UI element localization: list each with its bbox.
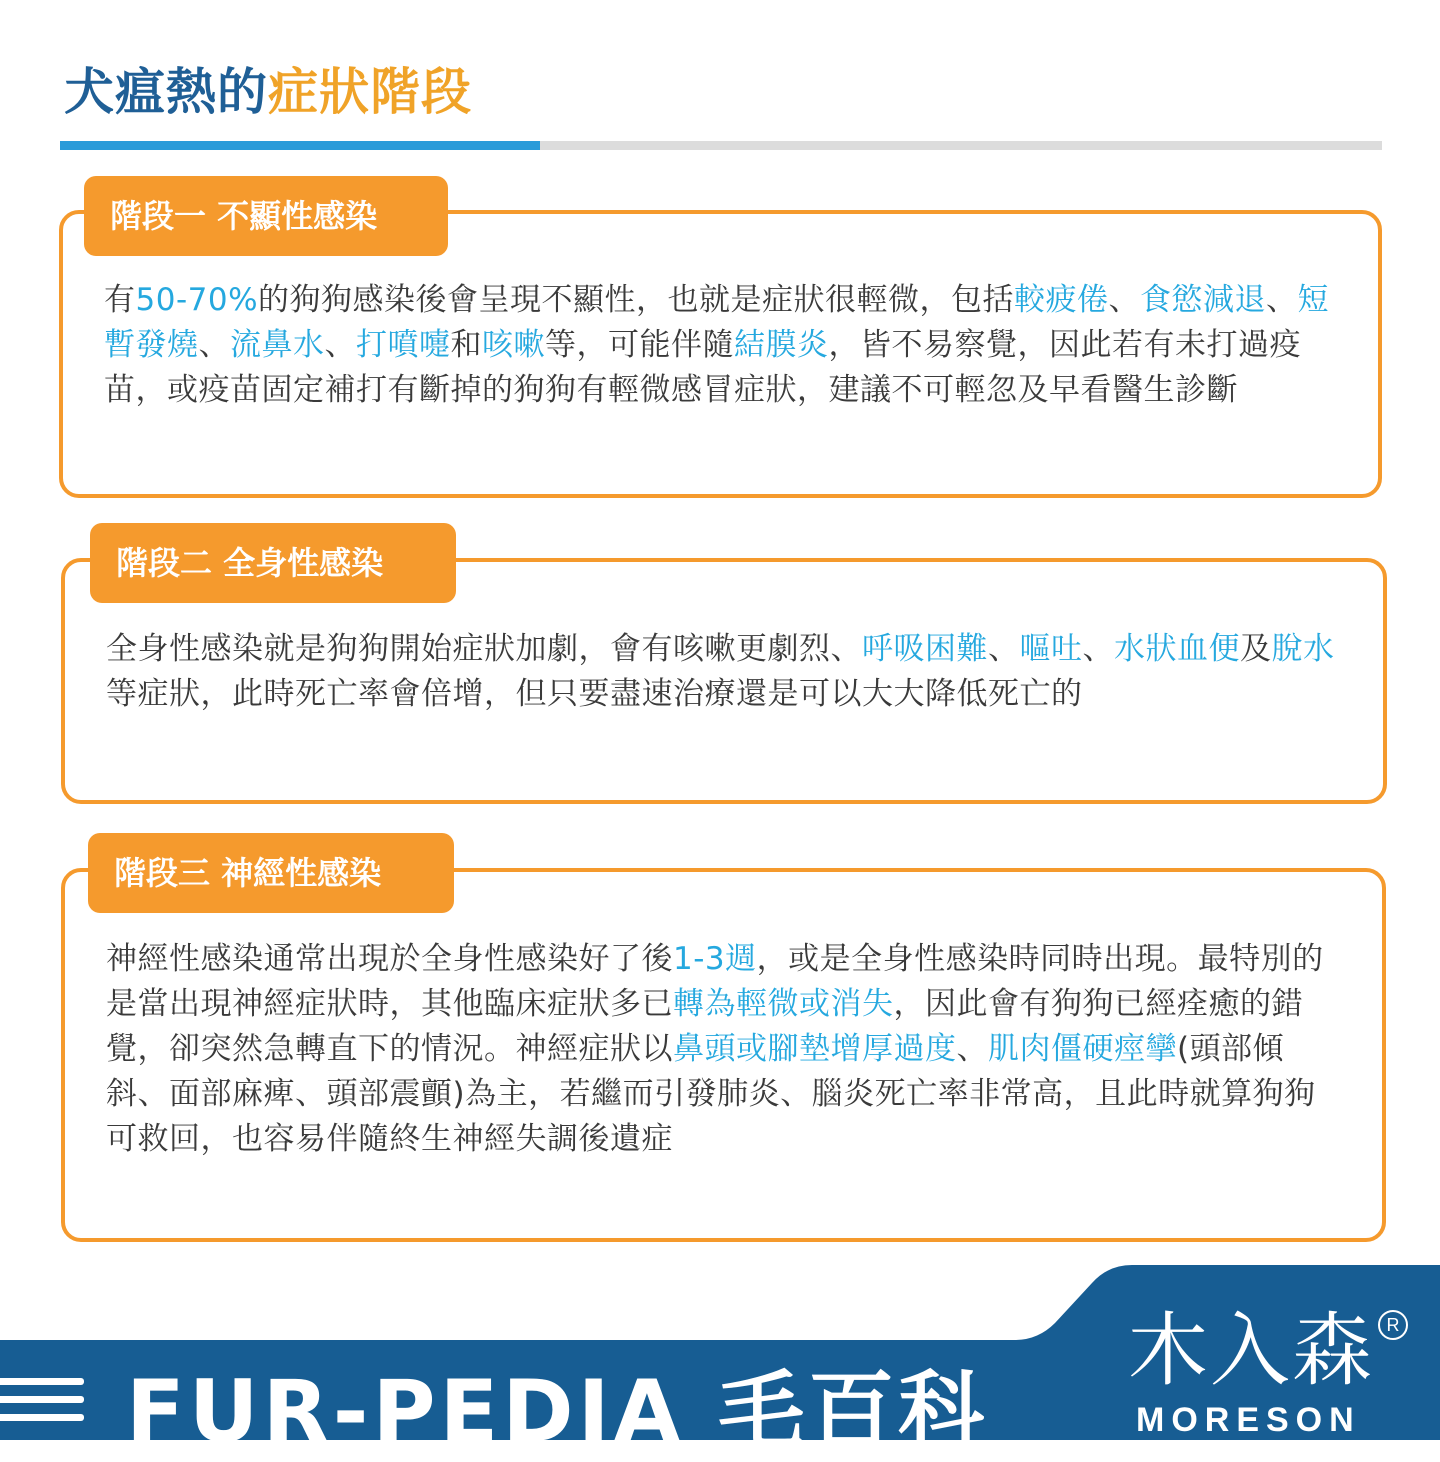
highlight-text: 轉為輕微或消失 xyxy=(673,986,894,1022)
body-text: 有 xyxy=(104,282,136,318)
brand-name xyxy=(126,1362,988,1462)
highlight-text: 肌肉僵硬痙攣 xyxy=(988,1031,1177,1067)
body-text: 、 xyxy=(1082,631,1114,667)
stage-3-text xyxy=(106,937,1346,1162)
stage-2-tag: 階段二 全身性感染 xyxy=(90,523,456,603)
highlight-text: 打噴嚏 xyxy=(356,327,451,363)
body-text: 等症狀，此時死亡率會倍增，但只要盡速治療還是可以大大降低死亡的 xyxy=(106,676,1083,712)
highlight-text: 結膜炎 xyxy=(734,327,829,363)
body-text: ，因此會有狗狗已經痊癒的錯覺，卻突然急轉直下的情況。神經症狀以 xyxy=(106,986,1303,1067)
body-text: 神經性感染通常出現於全身性感染好了後 xyxy=(106,941,673,977)
company-logo-cn: 木入森 xyxy=(1128,1304,1374,1397)
stage-3-tag: 階段三 神經性感染 xyxy=(88,833,454,913)
highlight-text: 短暫發燒 xyxy=(104,282,1330,363)
body-text: (頭部傾斜、面部麻痺、頭部震顫)為主，若繼而引發肺炎、腦炎死亡率非常高，且此時就算狗狗可救回，也容易伴隨終生神經失調後遺症 xyxy=(106,1031,1316,1157)
highlight-text: 較疲倦 xyxy=(1014,282,1109,318)
highlight-text: 水狀血便 xyxy=(1114,631,1240,667)
highlight-text: 嘔吐 xyxy=(1019,631,1083,667)
body-text: 、 xyxy=(324,327,356,363)
page-title xyxy=(64,56,472,128)
body-text: 、 xyxy=(988,631,1020,667)
body-text: 全身性感染就是狗狗開始症狀加劇，會有咳嗽更劇烈、 xyxy=(106,631,862,667)
body-text: 等，可能伴隨 xyxy=(545,327,734,363)
body-text: 及 xyxy=(1240,631,1272,667)
body-text: 、 xyxy=(1266,282,1298,318)
highlight-text: 50-70% xyxy=(135,282,259,318)
body-text: 、 xyxy=(956,1031,988,1067)
highlight-text: 呼吸困難 xyxy=(862,631,988,667)
brand-name-en: FUR-PEDIA xyxy=(126,1362,685,1462)
title-underline-fill xyxy=(60,141,540,150)
stage-2-text xyxy=(106,627,1346,717)
highlight-text: 脫水 xyxy=(1271,631,1335,667)
brand-name-cn: 毛百科 xyxy=(718,1362,989,1462)
highlight-text: 鼻頭或腳墊增厚過度 xyxy=(673,1031,957,1067)
highlight-text: 流鼻水 xyxy=(230,327,325,363)
body-text: 和 xyxy=(450,327,482,363)
title-underline xyxy=(60,141,1382,150)
stage-1-tag: 階段一 不顯性感染 xyxy=(84,176,448,256)
highlight-text: 食慾減退 xyxy=(1140,282,1267,318)
page-title-part1: 犬瘟熱的 xyxy=(64,63,268,121)
company-logo-en: MORESON xyxy=(1136,1401,1361,1439)
highlight-text: 1-3週 xyxy=(673,941,757,977)
page-title-part2: 症狀階段 xyxy=(268,63,472,121)
body-text: ，或是全身性感染時同時出現。最特別的是當出現神經症狀時，其他臨床症狀多已 xyxy=(106,941,1324,1022)
stage-1-text xyxy=(104,278,1344,413)
highlight-text: 咳嗽 xyxy=(482,327,545,363)
registered-mark-icon: R xyxy=(1378,1310,1408,1340)
body-text: 的狗狗感染後會呈現不顯性，也就是症狀很輕微，包括 xyxy=(258,282,1015,318)
menu-lines-icon xyxy=(0,1378,84,1432)
body-text: ，皆不易察覺，因此若有未打過疫苗，或疫苗固定補打有斷掉的狗狗有輕微感冒症狀，建議不可輕忽及早看醫生診斷 xyxy=(104,327,1301,408)
body-text: 、 xyxy=(1108,282,1141,318)
body-text: 、 xyxy=(198,327,230,363)
